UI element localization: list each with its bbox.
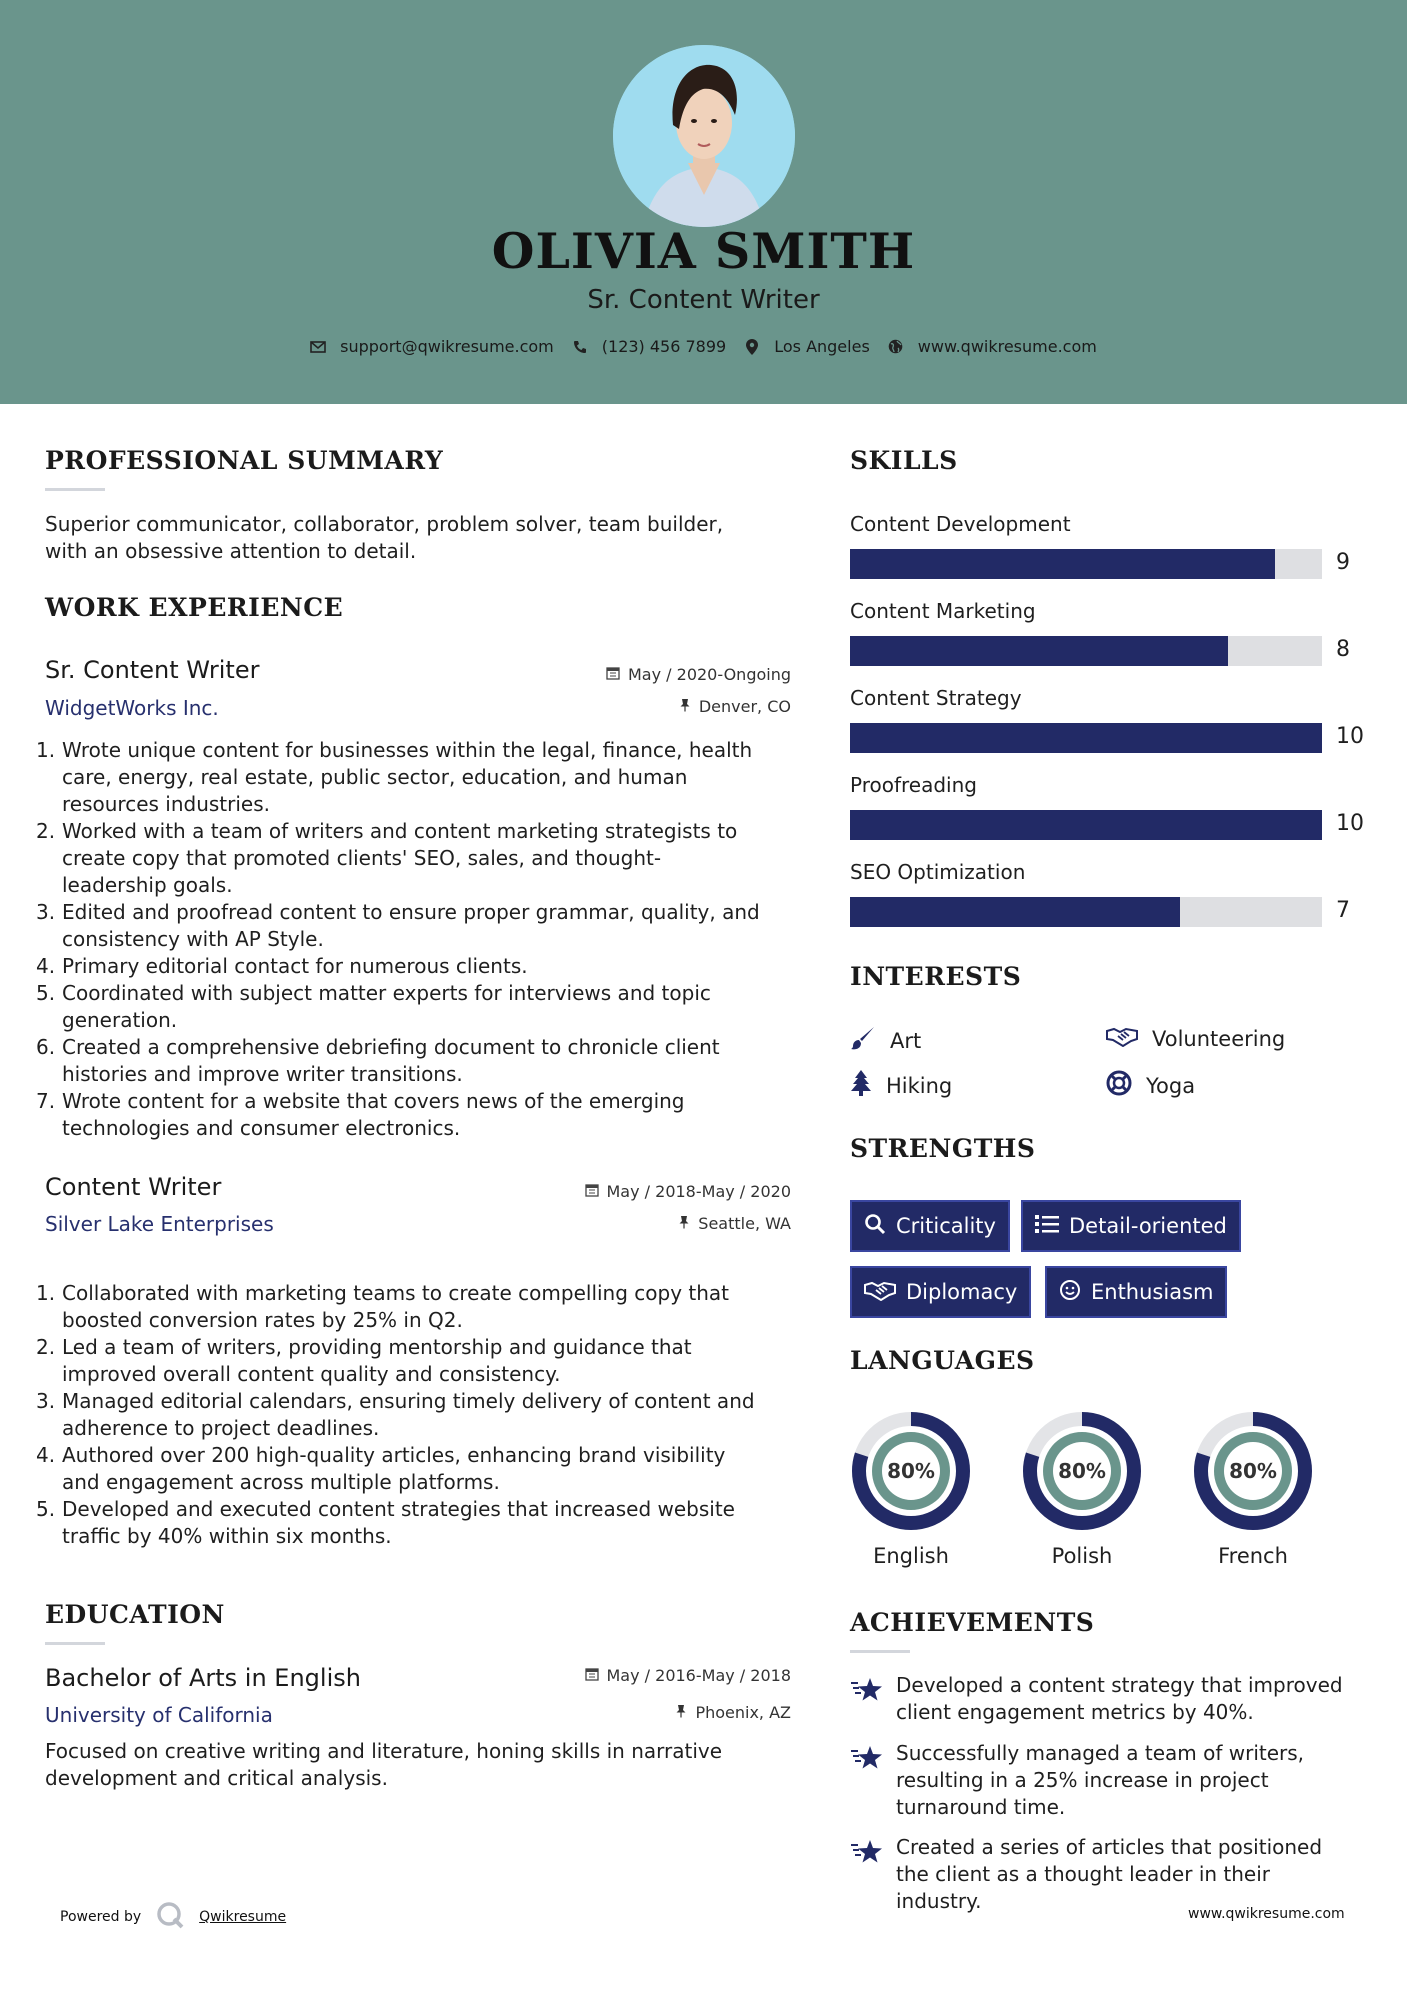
languages-heading: LANGUAGES <box>850 1346 1035 1375</box>
job-company: WidgetWorks Inc. <box>45 696 219 720</box>
list-item: 6. Created a comprehensive debriefing document to chronicle client histories and improve writer transitions. <box>36 1035 720 1086</box>
list-item: 1. Wrote unique content for businesses within the legal, finance, health care, energy, real estate, public sector, education, and human resources industries. <box>36 738 753 816</box>
contact-bar <box>0 337 1407 356</box>
job-location <box>678 1214 791 1233</box>
strength-label: Diplomacy <box>906 1280 1018 1304</box>
skill-score: 10 <box>1336 724 1364 749</box>
candidate-name: OLIVIA SMITH <box>491 222 916 280</box>
skill-score: 10 <box>1336 811 1364 836</box>
language-level: 80% <box>1058 1459 1106 1483</box>
skill-bar-fill <box>850 723 1322 753</box>
strength-label: Detail-oriented <box>1069 1214 1227 1238</box>
job-title: Content Writer <box>45 1173 222 1201</box>
footer-website[interactable]: www.qwikresume.com <box>1188 1906 1345 1922</box>
list-item: 3. Managed editorial calendars, ensuring timely delivery of content and adherence to project deadlines. <box>36 1389 755 1440</box>
list-item: 5. Developed and executed content strategies that increased website traffic by 40% within six months. <box>36 1497 735 1548</box>
skill-label: Proofreading <box>850 773 977 797</box>
calendar-icon <box>585 1666 599 1685</box>
skill-label: Content Development <box>850 512 1071 536</box>
language-label: French <box>1218 1544 1288 1568</box>
calendar-icon <box>585 1182 599 1201</box>
smile-icon <box>1059 1279 1081 1306</box>
skill-score: 7 <box>1336 898 1350 923</box>
tree-icon <box>850 1070 872 1101</box>
skill-bar-fill <box>850 897 1180 927</box>
degree-title: Bachelor of Arts in English <box>45 1664 361 1692</box>
strength-detail-oriented <box>1021 1200 1241 1252</box>
contact-website[interactable] <box>888 337 1097 356</box>
education-dates-text: May / 2016-May / 2018 <box>606 1666 791 1685</box>
job-dates-text: May / 2020-Ongoing <box>628 665 791 684</box>
skill-bar-track <box>850 723 1322 753</box>
contact-phone[interactable] <box>572 337 726 356</box>
skill-label: SEO Optimization <box>850 860 1026 884</box>
interest-label: Volunteering <box>1152 1026 1286 1051</box>
lifebuoy-icon <box>1106 1070 1132 1101</box>
education-heading: EDUCATION <box>45 1600 225 1629</box>
strength-label: Enthusiasm <box>1091 1280 1214 1304</box>
work-heading: WORK EXPERIENCE <box>45 593 344 622</box>
pushpin-icon <box>678 1214 690 1233</box>
section-divider <box>45 1642 105 1645</box>
job-dates <box>606 665 791 684</box>
section-divider <box>850 1650 910 1653</box>
powered-by-label: Powered by <box>60 1909 142 1925</box>
envelope-icon <box>310 339 326 355</box>
language-donut <box>1192 1410 1314 1536</box>
education-location <box>675 1703 791 1722</box>
education-location-text: Phoenix, AZ <box>695 1703 791 1722</box>
interest-label: Art <box>890 1028 922 1053</box>
list-item: 3. Edited and proofread content to ensure proper grammar, quality, and consistency with AP Style. <box>36 900 760 951</box>
contact-location <box>744 337 870 356</box>
interest-yoga <box>1106 1070 1195 1101</box>
list-item: 7. Wrote content for a website that covers news of the emerging technologies and consumer electronics. <box>36 1089 685 1140</box>
avatar <box>613 45 795 227</box>
job-company: Silver Lake Enterprises <box>45 1212 274 1236</box>
interests-heading: INTERESTS <box>850 962 1022 991</box>
list-item: 2. Led a team of writers, providing mentorship and guidance that improved overall content quality and consistency. <box>36 1335 692 1386</box>
job-location <box>679 697 791 716</box>
education-dates <box>585 1666 792 1685</box>
skill-label: Content Marketing <box>850 599 1036 623</box>
powered-by <box>60 1900 286 1934</box>
summary-line: with an obsessive attention to detail. <box>45 539 417 563</box>
skills-heading: SKILLS <box>850 446 958 475</box>
language-level: 80% <box>887 1459 935 1483</box>
strength-enthusiasm <box>1045 1266 1227 1318</box>
list-item: 4. Primary editorial contact for numerous clients. <box>36 954 528 978</box>
skill-bar-fill <box>850 636 1228 666</box>
search-icon <box>864 1213 886 1240</box>
skill-score: 9 <box>1336 550 1350 575</box>
strength-diplomacy <box>850 1266 1031 1318</box>
list-item: 5. Coordinated with subject matter experts for interviews and topic generation. <box>36 981 711 1032</box>
pushpin-icon <box>679 697 691 716</box>
contact-email[interactable] <box>310 337 554 356</box>
list-item: 1. Collaborated with marketing teams to create compelling copy that boosted conversion rates by 25% in Q2. <box>36 1281 730 1332</box>
achievement-text: Successfully managed a team of writers, resulting in a 25% increase in project turnaround time. <box>896 1741 1305 1819</box>
interest-art <box>850 1025 921 1056</box>
job-dates-text: May / 2018-May / 2020 <box>606 1182 791 1201</box>
star-icon <box>850 1744 884 1774</box>
star-icon <box>850 1676 884 1706</box>
handshake-icon <box>864 1279 896 1306</box>
strength-label: Criticality <box>896 1214 996 1238</box>
skill-bar-fill <box>850 810 1322 840</box>
email-text: support@qwikresume.com <box>340 337 554 356</box>
list-item: 4. Authored over 200 high-quality articles, enhancing brand visibility and engagement across multiple platforms. <box>36 1443 726 1494</box>
phone-icon <box>572 339 588 355</box>
qwikresume-link[interactable]: Qwikresume <box>199 1909 287 1925</box>
skill-label: Content Strategy <box>850 686 1022 710</box>
achievements-heading: ACHIEVEMENTS <box>850 1608 1095 1637</box>
job-location-text: Seattle, WA <box>698 1214 791 1233</box>
language-donut <box>1021 1410 1143 1536</box>
section-divider <box>45 488 105 491</box>
summary-line: Superior communicator, collaborator, problem solver, team builder, <box>45 512 724 536</box>
skill-score: 8 <box>1336 637 1350 662</box>
job-location-text: Denver, CO <box>698 697 791 716</box>
candidate-title: Sr. Content Writer <box>587 285 820 315</box>
star-icon <box>850 1838 884 1868</box>
handshake-icon <box>1106 1025 1138 1052</box>
skill-bar-track <box>850 549 1322 579</box>
calendar-icon <box>606 665 620 684</box>
website-text: www.qwikresume.com <box>917 337 1097 356</box>
job-title: Sr. Content Writer <box>45 656 260 684</box>
language-donut <box>850 1410 972 1536</box>
skill-bar-track <box>850 636 1322 666</box>
list-icon <box>1035 1214 1059 1239</box>
pushpin-icon <box>675 1703 687 1722</box>
job-bullets <box>36 1280 796 1550</box>
job-bullets <box>36 737 796 1142</box>
interest-hiking <box>850 1070 952 1101</box>
globe-icon <box>888 339 904 355</box>
summary-heading: PROFESSIONAL SUMMARY <box>45 446 444 475</box>
strengths-heading: STRENGTHS <box>850 1134 1036 1163</box>
qwikresume-logo-icon <box>155 1900 185 1934</box>
interest-label: Yoga <box>1146 1073 1196 1098</box>
interest-volunteering <box>1106 1025 1285 1052</box>
language-label: English <box>873 1544 949 1568</box>
summary-text <box>45 511 723 565</box>
location-text: Los Angeles <box>774 337 870 356</box>
skill-bar-fill <box>850 549 1275 579</box>
skill-bar-track <box>850 810 1322 840</box>
achievement-text: Created a series of articles that positioned the client as a thought leader in their industry. <box>896 1835 1323 1913</box>
interest-label: Hiking <box>886 1073 953 1098</box>
education-description: Focused on creative writing and literature, honing skills in narrative development and critical analysis. <box>45 1739 723 1790</box>
job-dates <box>585 1182 792 1201</box>
header-banner <box>0 0 1407 404</box>
map-pin-icon <box>744 339 760 355</box>
strength-criticality <box>850 1200 1010 1252</box>
paintbrush-icon <box>850 1025 876 1056</box>
language-label: Polish <box>1051 1544 1113 1568</box>
skill-bar-track <box>850 897 1322 927</box>
list-item: 2. Worked with a team of writers and content marketing strategists to create copy that promoted clients' SEO, sales, and thought- leadership goals. <box>36 819 738 897</box>
achievement-text: Developed a content strategy that improved client engagement metrics by 40%. <box>896 1673 1343 1724</box>
phone-text: (123) 456 7899 <box>601 337 727 356</box>
avatar-portrait <box>613 45 795 227</box>
language-level: 80% <box>1229 1459 1277 1483</box>
school-name: University of California <box>45 1703 273 1727</box>
